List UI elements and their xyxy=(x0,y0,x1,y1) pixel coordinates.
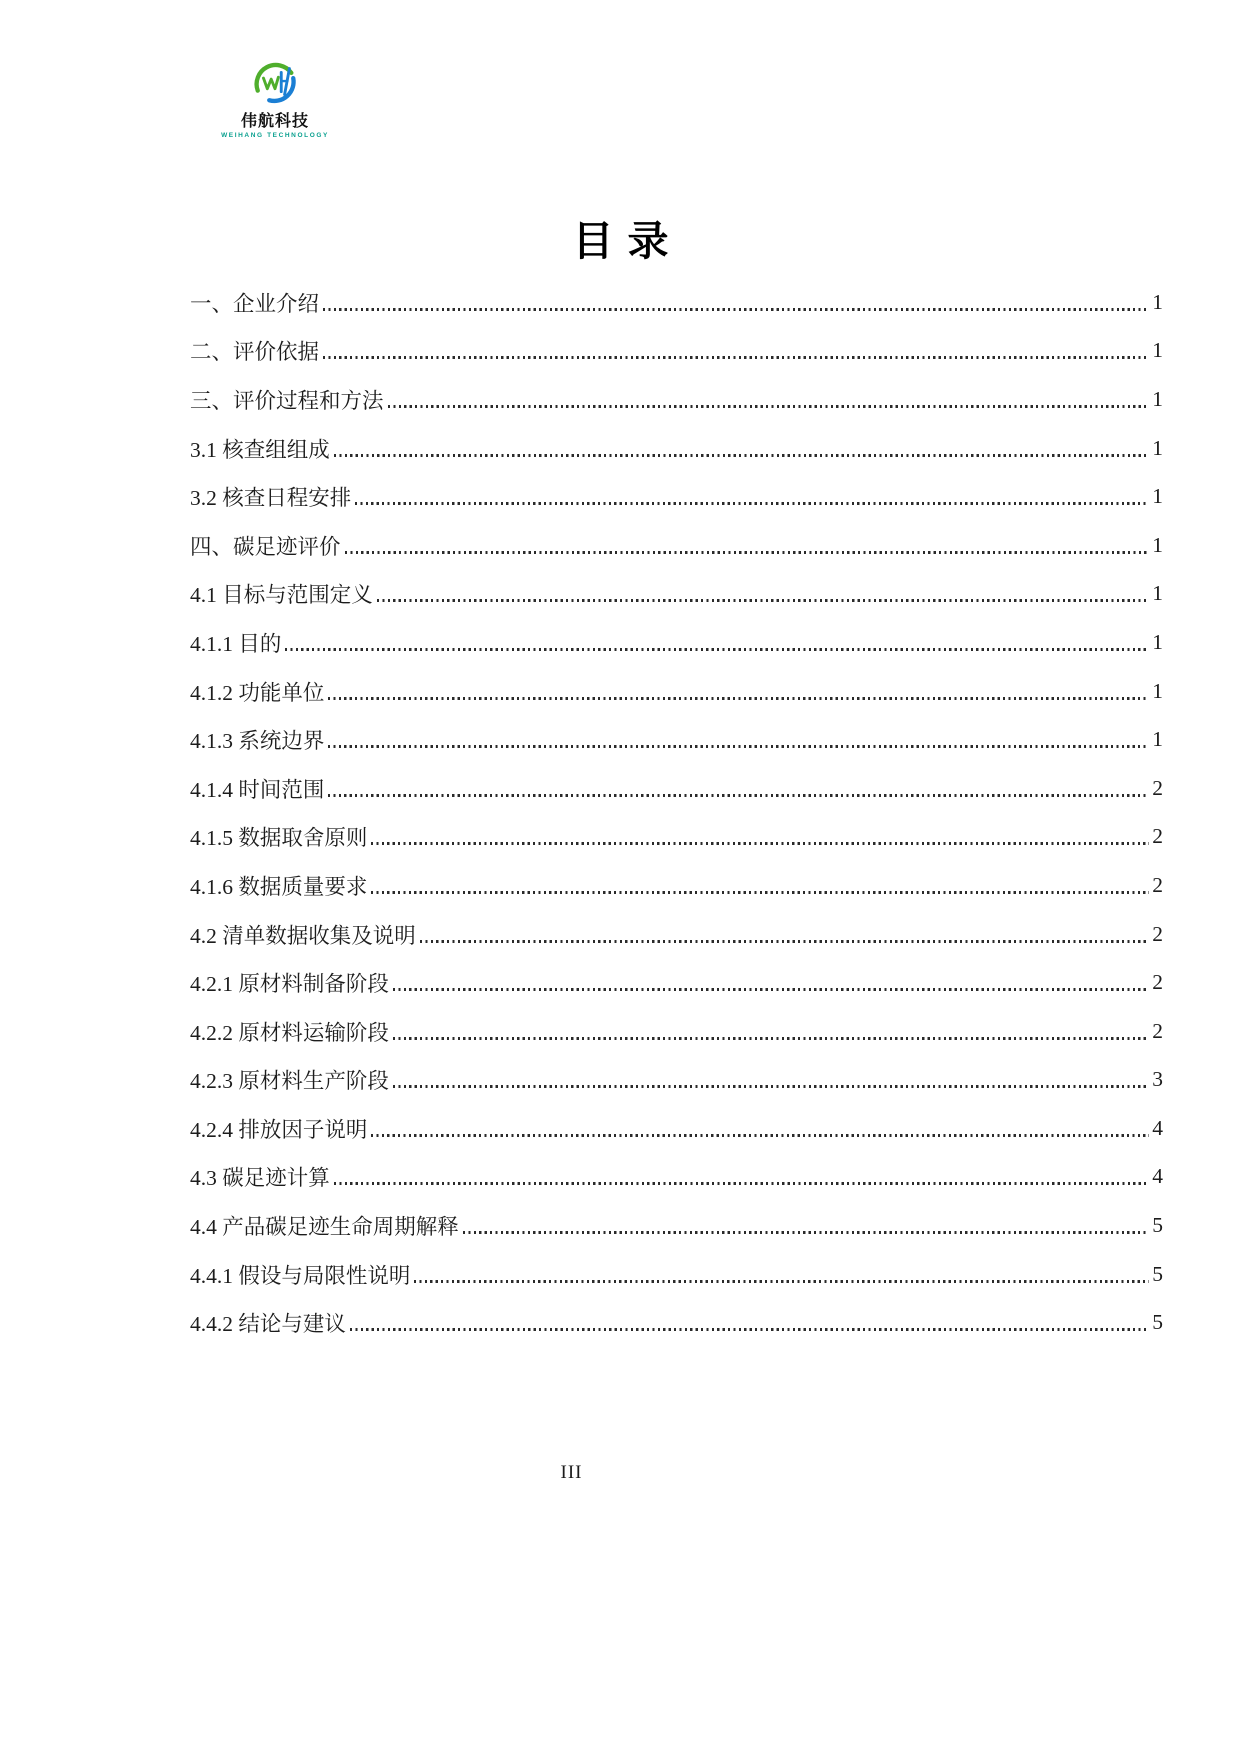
toc-entry-label: 4.3 碳足迹计算 xyxy=(190,1166,330,1191)
toc-entry[interactable] xyxy=(190,472,1163,521)
toc-entry-page-number: 1 xyxy=(1152,484,1163,509)
toc-entry-label: 4.1.6 数据质量要求 xyxy=(190,874,368,899)
toc-entry[interactable] xyxy=(190,667,1163,716)
toc-dot-leader xyxy=(414,1280,1149,1283)
toc-entry-label: 三、评价过程和方法 xyxy=(190,388,384,413)
toc-entry-label: 4.2.2 原材料运输阶段 xyxy=(190,1020,389,1045)
toc-entry[interactable] xyxy=(190,764,1163,813)
toc-entry-page-number: 2 xyxy=(1152,775,1163,800)
toc-entry[interactable] xyxy=(190,570,1163,619)
toc-entry-page-number: 4 xyxy=(1152,1164,1163,1189)
toc-entry[interactable] xyxy=(190,278,1163,327)
toc-dot-leader xyxy=(371,1134,1149,1137)
toc-entry[interactable] xyxy=(190,910,1163,959)
toc-entry[interactable] xyxy=(190,1056,1163,1105)
toc-entry[interactable] xyxy=(190,424,1163,473)
toc-entry-page-number: 1 xyxy=(1152,727,1163,752)
toc-entry-label: 4.2 清单数据收集及说明 xyxy=(190,923,416,948)
company-logo-icon xyxy=(251,58,299,106)
toc-entry-page-number: 1 xyxy=(1152,629,1163,654)
toc-dot-leader xyxy=(393,988,1149,991)
toc-entry-label: 4.2.4 排放因子说明 xyxy=(190,1117,368,1142)
toc-entry-label: 4.2.1 原材料制备阶段 xyxy=(190,972,389,997)
toc-entry-label: 4.4.1 假设与局限性说明 xyxy=(190,1263,411,1288)
toc-entry-label: 4.4 产品碳足迹生命周期解释 xyxy=(190,1215,459,1240)
toc-dot-leader xyxy=(323,308,1149,311)
company-logo xyxy=(221,58,329,139)
toc-entry[interactable] xyxy=(190,1007,1163,1056)
toc-dot-leader xyxy=(323,356,1149,359)
toc-dot-leader xyxy=(285,648,1149,651)
toc-entry-label: 4.1.1 目的 xyxy=(190,631,282,656)
toc-entry-page-number: 4 xyxy=(1152,1115,1163,1140)
toc-entry-label: 4.1.2 功能单位 xyxy=(190,680,325,705)
toc-entry[interactable] xyxy=(190,521,1163,570)
toc-entry-page-number: 1 xyxy=(1152,289,1163,314)
toc-entry-page-number: 1 xyxy=(1152,678,1163,703)
toc-dot-leader xyxy=(345,551,1150,554)
toc-entry-page-number: 5 xyxy=(1152,1213,1163,1238)
toc-dot-leader xyxy=(371,891,1149,894)
toc-entry-page-number: 2 xyxy=(1152,970,1163,995)
toc-entry-page-number: 1 xyxy=(1152,386,1163,411)
toc-dot-leader xyxy=(328,697,1149,700)
toc-dot-leader xyxy=(420,940,1149,943)
toc-entry-label: 4.4.2 结论与建议 xyxy=(190,1312,346,1337)
toc-entry[interactable] xyxy=(190,715,1163,764)
toc-entry[interactable] xyxy=(190,813,1163,862)
toc-entry-page-number: 5 xyxy=(1152,1310,1163,1335)
toc-dot-leader xyxy=(377,599,1149,602)
toc-entry[interactable] xyxy=(190,375,1163,424)
toc-dot-leader xyxy=(393,1085,1149,1088)
toc-entry-page-number: 5 xyxy=(1152,1261,1163,1286)
toc-entry-page-number: 2 xyxy=(1152,872,1163,897)
toc-entry-label: 4.1 目标与范围定义 xyxy=(190,583,373,608)
company-name: 伟航科技 xyxy=(240,113,309,130)
toc-entry[interactable] xyxy=(190,1201,1163,1250)
toc-entry-label: 4.1.5 数据取舍原则 xyxy=(190,826,368,851)
toc-list xyxy=(190,278,1163,1347)
toc-dot-leader xyxy=(388,405,1150,408)
toc-dot-leader xyxy=(328,745,1149,748)
toc-dot-leader xyxy=(393,1037,1149,1040)
toc-entry-label: 3.2 核查日程安排 xyxy=(190,486,352,511)
toc-dot-leader xyxy=(355,502,1149,505)
toc-entry-page-number: 2 xyxy=(1152,824,1163,849)
toc-entry[interactable] xyxy=(190,1298,1163,1347)
toc-dot-leader xyxy=(371,842,1149,845)
company-name-english: WEIHANG TECHNOLOGY xyxy=(221,132,329,139)
toc-entry[interactable] xyxy=(190,861,1163,910)
toc-entry-page-number: 2 xyxy=(1152,1018,1163,1043)
toc-entry-label: 一、企业介绍 xyxy=(190,291,320,316)
toc-entry-label: 4.1.4 时间范围 xyxy=(190,777,325,802)
toc-entry-page-number: 2 xyxy=(1152,921,1163,946)
toc-entry-label: 4.2.3 原材料生产阶段 xyxy=(190,1069,389,1094)
toc-entry[interactable] xyxy=(190,1104,1163,1153)
toc-entry-page-number: 1 xyxy=(1152,532,1163,557)
toc-entry[interactable] xyxy=(190,1250,1163,1299)
toc-entry[interactable] xyxy=(190,327,1163,376)
toc-entry-page-number: 1 xyxy=(1152,338,1163,363)
footer-page-number: III xyxy=(560,1462,583,1483)
toc-entry-label: 二、评价依据 xyxy=(190,340,320,365)
toc-entry-label: 四、碳足迹评价 xyxy=(190,534,341,559)
toc-entry-label: 4.1.3 系统边界 xyxy=(190,729,325,754)
toc-dot-leader xyxy=(328,794,1149,797)
toc-entry[interactable] xyxy=(190,1153,1163,1202)
toc-entry[interactable] xyxy=(190,958,1163,1007)
toc-entry-label: 3.1 核查组组成 xyxy=(190,437,330,462)
toc-title: 目录 xyxy=(572,218,683,264)
toc-entry-page-number: 1 xyxy=(1152,435,1163,460)
toc-dot-leader xyxy=(350,1328,1149,1331)
toc-entry-page-number: 3 xyxy=(1152,1067,1163,1092)
toc-dot-leader xyxy=(334,454,1149,457)
toc-dot-leader xyxy=(334,1182,1149,1185)
toc-entry-page-number: 1 xyxy=(1152,581,1163,606)
toc-dot-leader xyxy=(463,1231,1149,1234)
toc-entry[interactable] xyxy=(190,618,1163,667)
